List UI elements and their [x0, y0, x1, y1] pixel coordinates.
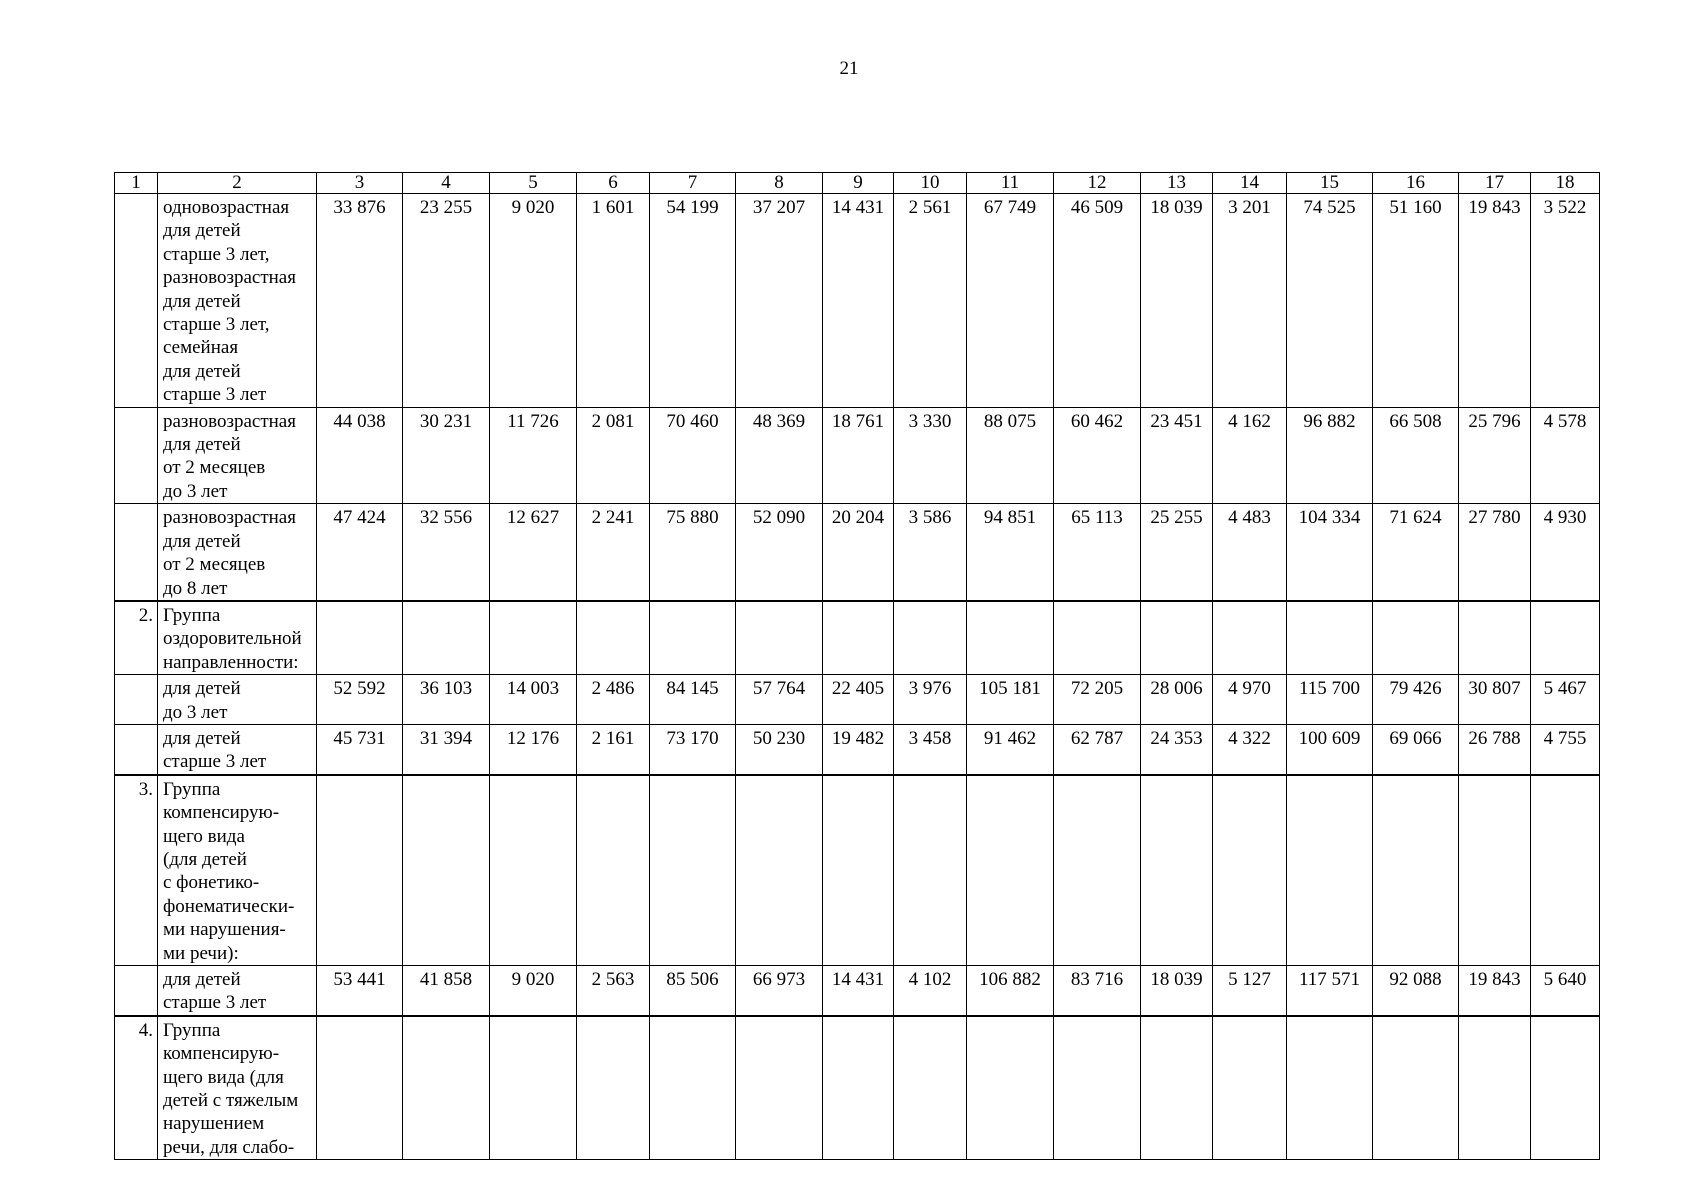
- value-cell: 75 880: [650, 504, 736, 601]
- row-number-cell: 3.: [115, 775, 158, 966]
- value-cell: 5 127: [1213, 966, 1287, 1016]
- header-cell: 6: [577, 173, 650, 194]
- table-row: [115, 724, 1600, 774]
- table-row: [115, 601, 1600, 675]
- value-cell: [577, 775, 650, 966]
- table-row: [115, 194, 1600, 408]
- value-cell: 3 522: [1531, 194, 1600, 408]
- row-label-cell: Группа компенсирую- щего вида (для детей с тяжелым нарушением речи, для слабо-: [158, 1016, 317, 1160]
- value-cell: 100 609: [1287, 724, 1373, 774]
- header-cell: 16: [1373, 173, 1459, 194]
- value-cell: 4 755: [1531, 724, 1600, 774]
- value-cell: [1373, 1016, 1459, 1160]
- value-cell: 18 761: [823, 407, 894, 504]
- value-cell: [490, 1016, 577, 1160]
- value-cell: 3 330: [894, 407, 967, 504]
- value-cell: 45 731: [317, 724, 403, 774]
- value-cell: 23 255: [403, 194, 490, 408]
- row-number-cell: [115, 504, 158, 601]
- value-cell: 69 066: [1373, 724, 1459, 774]
- header-cell: 17: [1459, 173, 1531, 194]
- value-cell: [894, 601, 967, 675]
- value-cell: 19 843: [1459, 194, 1531, 408]
- row-number-cell: 2.: [115, 601, 158, 675]
- header-row: [115, 173, 1600, 194]
- value-cell: 3 976: [894, 675, 967, 725]
- value-cell: 71 624: [1373, 504, 1459, 601]
- value-cell: 2 563: [577, 966, 650, 1016]
- value-cell: [317, 775, 403, 966]
- value-cell: 2 081: [577, 407, 650, 504]
- value-cell: 32 556: [403, 504, 490, 601]
- value-cell: 23 451: [1141, 407, 1213, 504]
- value-cell: 51 160: [1373, 194, 1459, 408]
- value-cell: 50 230: [736, 724, 823, 774]
- value-cell: 18 039: [1141, 194, 1213, 408]
- value-cell: 67 749: [967, 194, 1054, 408]
- value-cell: [967, 601, 1054, 675]
- value-cell: 94 851: [967, 504, 1054, 601]
- value-cell: 83 716: [1054, 966, 1141, 1016]
- value-cell: 106 882: [967, 966, 1054, 1016]
- header-cell: 1: [115, 173, 158, 194]
- value-cell: 85 506: [650, 966, 736, 1016]
- value-cell: [1213, 601, 1287, 675]
- value-cell: 92 088: [1373, 966, 1459, 1016]
- table-row: [115, 1016, 1600, 1160]
- value-cell: [1531, 601, 1600, 675]
- value-cell: [736, 601, 823, 675]
- value-cell: 19 843: [1459, 966, 1531, 1016]
- value-cell: [317, 601, 403, 675]
- value-cell: 66 508: [1373, 407, 1459, 504]
- value-cell: 30 231: [403, 407, 490, 504]
- row-label-cell: разновозрастная для детей от 2 месяцев до 8 лет: [158, 504, 317, 601]
- value-cell: [736, 775, 823, 966]
- value-cell: [1141, 1016, 1213, 1160]
- value-cell: 14 003: [490, 675, 577, 725]
- header-cell: 5: [490, 173, 577, 194]
- value-cell: [1459, 601, 1531, 675]
- header-cell: 18: [1531, 173, 1600, 194]
- row-number-cell: [115, 724, 158, 774]
- value-cell: 4 483: [1213, 504, 1287, 601]
- header-cell: 13: [1141, 173, 1213, 194]
- value-cell: 91 462: [967, 724, 1054, 774]
- header-cell: 7: [650, 173, 736, 194]
- value-cell: [1287, 601, 1373, 675]
- value-cell: 66 973: [736, 966, 823, 1016]
- value-cell: 22 405: [823, 675, 894, 725]
- value-cell: [736, 1016, 823, 1160]
- value-cell: 3 458: [894, 724, 967, 774]
- value-cell: 2 486: [577, 675, 650, 725]
- table-row: [115, 504, 1600, 601]
- header-cell: 9: [823, 173, 894, 194]
- value-cell: 2 241: [577, 504, 650, 601]
- value-cell: 105 181: [967, 675, 1054, 725]
- value-cell: 20 204: [823, 504, 894, 601]
- value-cell: [1213, 775, 1287, 966]
- row-label-cell: Группа оздоровительной направленности:: [158, 601, 317, 675]
- value-cell: [967, 1016, 1054, 1160]
- header-cell: 11: [967, 173, 1054, 194]
- value-cell: 11 726: [490, 407, 577, 504]
- value-cell: [1054, 1016, 1141, 1160]
- value-cell: 37 207: [736, 194, 823, 408]
- value-cell: [1141, 601, 1213, 675]
- value-cell: 9 020: [490, 194, 577, 408]
- row-number-cell: [115, 407, 158, 504]
- value-cell: 54 199: [650, 194, 736, 408]
- value-cell: 79 426: [1373, 675, 1459, 725]
- value-cell: 4 578: [1531, 407, 1600, 504]
- value-cell: 4 930: [1531, 504, 1600, 601]
- value-cell: 12 627: [490, 504, 577, 601]
- value-cell: 72 205: [1054, 675, 1141, 725]
- header-cell: 4: [403, 173, 490, 194]
- value-cell: 4 162: [1213, 407, 1287, 504]
- row-number-cell: 4.: [115, 1016, 158, 1160]
- value-cell: 36 103: [403, 675, 490, 725]
- header-cell: 15: [1287, 173, 1373, 194]
- table-row: [115, 407, 1600, 504]
- value-cell: 65 113: [1054, 504, 1141, 601]
- header-cell: 3: [317, 173, 403, 194]
- value-cell: [1459, 1016, 1531, 1160]
- value-cell: 46 509: [1054, 194, 1141, 408]
- value-cell: 115 700: [1287, 675, 1373, 725]
- value-cell: [894, 1016, 967, 1160]
- value-cell: 96 882: [1287, 407, 1373, 504]
- value-cell: [317, 1016, 403, 1160]
- value-cell: [1054, 601, 1141, 675]
- header-cell: 10: [894, 173, 967, 194]
- value-cell: [1287, 1016, 1373, 1160]
- value-cell: 2 161: [577, 724, 650, 774]
- value-cell: 47 424: [317, 504, 403, 601]
- value-cell: 88 075: [967, 407, 1054, 504]
- value-cell: [823, 1016, 894, 1160]
- value-cell: [1141, 775, 1213, 966]
- value-cell: [1459, 775, 1531, 966]
- value-cell: [967, 775, 1054, 966]
- value-cell: 31 394: [403, 724, 490, 774]
- value-cell: 26 788: [1459, 724, 1531, 774]
- value-cell: 33 876: [317, 194, 403, 408]
- value-cell: 70 460: [650, 407, 736, 504]
- value-cell: 74 525: [1287, 194, 1373, 408]
- table-row: [115, 966, 1600, 1016]
- value-cell: 25 796: [1459, 407, 1531, 504]
- row-label-cell: Группа компенсирую- щего вида (для детей с фонетико- фонематически- ми нарушения- ми речи):: [158, 775, 317, 966]
- header-cell: 8: [736, 173, 823, 194]
- row-number-cell: [115, 675, 158, 725]
- header-cell: 2: [158, 173, 317, 194]
- value-cell: 3 201: [1213, 194, 1287, 408]
- value-cell: [490, 775, 577, 966]
- value-cell: 84 145: [650, 675, 736, 725]
- value-cell: 48 369: [736, 407, 823, 504]
- value-cell: [490, 601, 577, 675]
- value-cell: 27 780: [1459, 504, 1531, 601]
- value-cell: 25 255: [1141, 504, 1213, 601]
- value-cell: [577, 1016, 650, 1160]
- row-number-cell: [115, 194, 158, 408]
- row-label-cell: для детей старше 3 лет: [158, 966, 317, 1016]
- value-cell: 19 482: [823, 724, 894, 774]
- header-cell: 12: [1054, 173, 1141, 194]
- value-cell: 104 334: [1287, 504, 1373, 601]
- value-cell: 117 571: [1287, 966, 1373, 1016]
- row-label-cell: для детей старше 3 лет: [158, 724, 317, 774]
- value-cell: [1373, 601, 1459, 675]
- value-cell: 60 462: [1054, 407, 1141, 504]
- value-cell: 44 038: [317, 407, 403, 504]
- value-cell: 3 586: [894, 504, 967, 601]
- row-label-cell: для детей до 3 лет: [158, 675, 317, 725]
- value-cell: [823, 775, 894, 966]
- table-row: [115, 675, 1600, 725]
- value-cell: 30 807: [1459, 675, 1531, 725]
- value-cell: 14 431: [823, 966, 894, 1016]
- value-cell: 5 640: [1531, 966, 1600, 1016]
- page-number: 21: [839, 58, 859, 79]
- value-cell: 18 039: [1141, 966, 1213, 1016]
- value-cell: 52 592: [317, 675, 403, 725]
- row-label-cell: разновозрастная для детей от 2 месяцев до 3 лет: [158, 407, 317, 504]
- value-cell: [650, 601, 736, 675]
- value-cell: [1054, 775, 1141, 966]
- value-cell: 52 090: [736, 504, 823, 601]
- value-cell: 4 102: [894, 966, 967, 1016]
- row-label-cell: одновозрастная для детей старше 3 лет, разновозрастная для детей старше 3 лет, семейная для детей старше 3 лет: [158, 194, 317, 408]
- value-cell: [894, 775, 967, 966]
- value-cell: 57 764: [736, 675, 823, 725]
- value-cell: 4 970: [1213, 675, 1287, 725]
- value-cell: [403, 1016, 490, 1160]
- value-cell: [1531, 775, 1600, 966]
- value-cell: 4 322: [1213, 724, 1287, 774]
- row-number-cell: [115, 966, 158, 1016]
- table-row: [115, 775, 1600, 966]
- value-cell: 53 441: [317, 966, 403, 1016]
- value-cell: [1373, 775, 1459, 966]
- value-cell: 28 006: [1141, 675, 1213, 725]
- header-cell: 14: [1213, 173, 1287, 194]
- value-cell: [577, 601, 650, 675]
- value-cell: 73 170: [650, 724, 736, 774]
- value-cell: [650, 1016, 736, 1160]
- value-cell: 2 561: [894, 194, 967, 408]
- tariff-table: [114, 172, 1600, 1160]
- value-cell: 5 467: [1531, 675, 1600, 725]
- value-cell: 62 787: [1054, 724, 1141, 774]
- value-cell: [1213, 1016, 1287, 1160]
- value-cell: [1531, 1016, 1600, 1160]
- value-cell: [403, 775, 490, 966]
- value-cell: [403, 601, 490, 675]
- value-cell: 9 020: [490, 966, 577, 1016]
- value-cell: 1 601: [577, 194, 650, 408]
- value-cell: [1287, 775, 1373, 966]
- value-cell: [823, 601, 894, 675]
- value-cell: 14 431: [823, 194, 894, 408]
- value-cell: 24 353: [1141, 724, 1213, 774]
- value-cell: 41 858: [403, 966, 490, 1016]
- value-cell: [650, 775, 736, 966]
- value-cell: 12 176: [490, 724, 577, 774]
